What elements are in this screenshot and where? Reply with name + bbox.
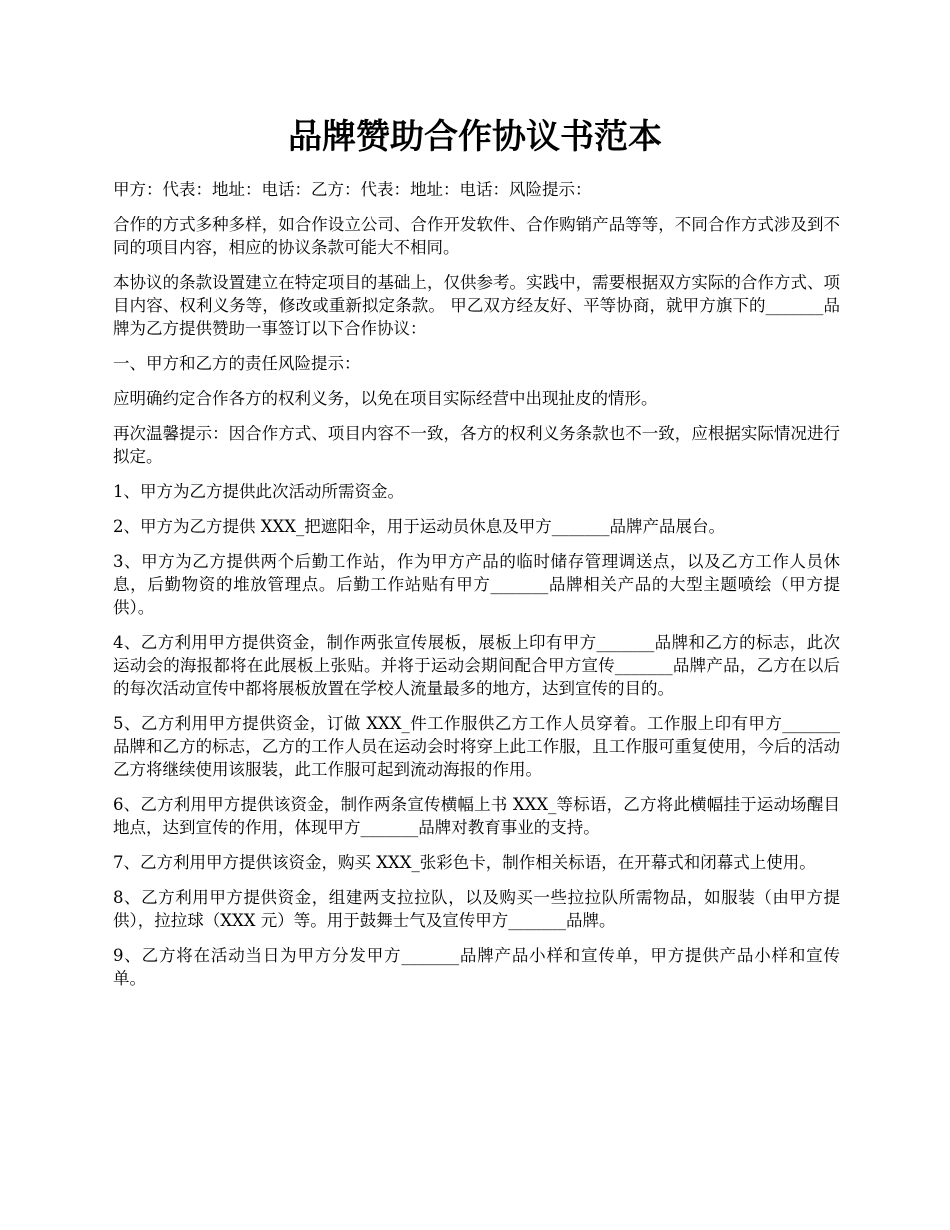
clause-item: 9、乙方将在活动当日为甲方分发甲方_______品牌产品小样和宣传单，甲方提供产品小样和宣传单。 [113,946,840,988]
document-title: 品牌赞助合作协议书范本 [288,117,662,157]
clause-item: 7、乙方利用甲方提供该资金，购买 XXX_张彩色卡，制作相关标语，在开幕式和闭幕式上使用。 [113,853,816,872]
party-info-paragraph: 甲方：代表：地址：电话：乙方：代表：地址：电话：风险提示： [113,180,592,199]
clause-item: 1、甲方为乙方提供此次活动所需资金。 [113,482,404,501]
section-heading: 一、甲方和乙方的责任风险提示： [113,354,361,373]
clause-item: 3、甲方为乙方提供两个后勤工作站，作为甲方产品的临时储存管理调送点，以及乙方工作人员休息，后勤物资的堆放管理点。后勤工作站贴有甲方_______品牌相关产品的大型主题喷绘（甲方提供）。 [113,552,840,617]
clause-item: 5、乙方利用甲方提供资金，订做 XXX_件工作服供乙方工作人员穿着。工作服上印有甲方_______品牌和乙方的标志，乙方的工作人员在运动会时将穿上此工作服，且工作服可重复使用，今后的活动乙方将继续使用该服装，此工作服可起到流动海报的作用。 [113,714,840,779]
risk-paragraph: 应明确约定合作各方的权利义务，以免在项目实际经营中出现扯皮的情形。 [113,389,658,408]
intro-paragraph: 本协议的条款设置建立在特定项目的基础上，仅供参考。实践中，需要根据双方实际的合作方式、项目内容、权利义务等，修改或重新拟定条款。 甲乙双方经友好、平等协商，就甲方旗下的_______品牌为乙方提供赞助一事签订以下合作协议： [113,273,840,338]
intro-paragraph: 合作的方式多种多样，如合作设立公司、合作开发软件、合作购销产品等等，不同合作方式涉及到不同的项目内容，相应的协议条款可能大不相同。 [113,215,840,257]
clause-item: 6、乙方利用甲方提供该资金，制作两条宣传横幅上书 XXX_等标语，乙方将此横幅挂于运动场醒目地点，达到宣传的作用，体现甲方_______品牌对教育事业的支持。 [113,795,840,837]
risk-paragraph: 再次温馨提示：因合作方式、项目内容不一致，各方的权利义务条款也不一致，应根据实际情况进行拟定。 [113,424,840,466]
document-body [113,178,840,1002]
clause-item: 8、乙方利用甲方提供资金，组建两支拉拉队，以及购买一些拉拉队所需物品，如服装（由甲方提供），拉拉球（XXX 元）等。用于鼓舞士气及宣传甲方_______品牌。 [113,888,840,930]
clause-item: 2、甲方为乙方提供 XXX_把遮阳伞，用于运动员休息及甲方_______品牌产品展台。 [113,517,725,536]
clause-item: 4、乙方利用甲方提供资金，制作两张宣传展板，展板上印有甲方_______品牌和乙方的标志，此次运动会的海报都将在此展板上张贴。并将于运动会期间配合甲方宣传_______品牌产品，乙方在以后的每次活动宣传中都将展板放置在学校人流量最多的地方，达到宣传的目的。 [113,633,840,698]
